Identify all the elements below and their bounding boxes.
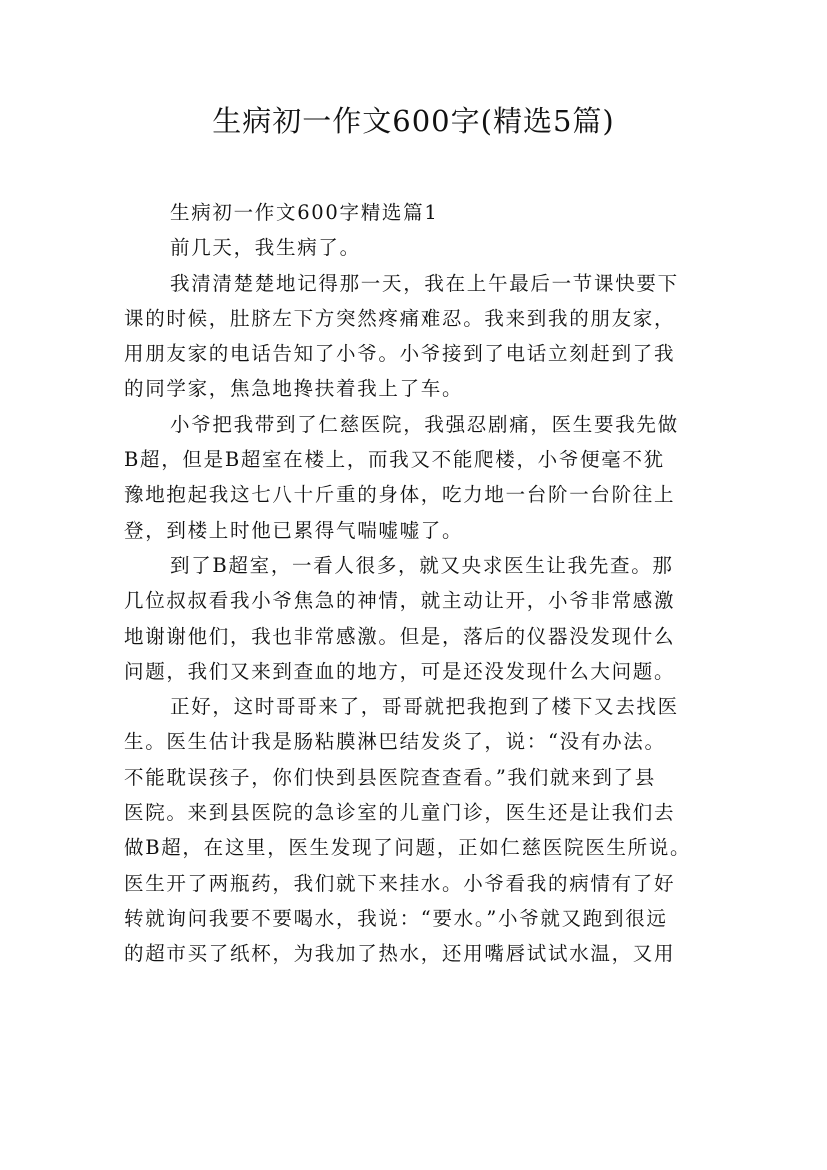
text-line: 转就询问我要不要喝水，我说：“要水。”小爷就又跑到很远 — [124, 906, 668, 930]
text-line: 课的时候，肚脐左下方突然疼痛难忍。我来到我的朋友家， — [124, 306, 676, 330]
text-line: 到了B超室，一看人很多，就又央求医生让我先查。那 — [170, 553, 674, 577]
text-line: 不能耽误孩子，你们快到县医院查查看。”我们就来到了县 — [124, 765, 656, 789]
text-line: 医院。来到县医院的急诊室的儿童门诊，医生还是让我们去 — [124, 801, 676, 825]
text-line: 用朋友家的电话告知了小爷。小爷接到了电话立刻赶到了我 — [124, 342, 676, 366]
text-line: 我清清楚楚地记得那一天，我在上午最后一节课快要下 — [170, 271, 679, 295]
text-line: 的超市买了纸杯，为我加了热水，还用嘴唇试试水温，又用 — [124, 942, 676, 966]
text-line: 医生开了两瓶药，我们就下来挂水。小爷看我的病情有了好 — [124, 871, 676, 895]
document-title: 生病初一作文600字(精选5篇) — [212, 104, 615, 138]
text-line: 几位叔叔看我小爷焦急的神情，就主动让开，小爷非常感激 — [124, 589, 676, 613]
text-line: 地谢谢他们，我也非常感激。但是，落后的仪器没发现什么 — [124, 624, 676, 648]
text-line: 问题，我们又来到查血的地方，可是还没发现什么大问题。 — [124, 659, 676, 683]
text-line: 豫地抱起我这七八十斤重的身体，吃力地一台阶一台阶往上 — [124, 483, 676, 507]
text-line: 登，到楼上时他已累得气喘嘘嘘了。 — [124, 518, 464, 542]
text-line: 生。医生估计我是肠粘膜淋巴结发炎了，说：“没有办法。 — [124, 730, 666, 754]
text-line: 做B超，在这里，医生发现了问题，正如仁慈医院医生所说。 — [124, 836, 692, 860]
text-line: 前几天，我生病了。 — [170, 236, 361, 260]
document-body — [124, 195, 710, 972]
text-line: 生病初一作文600字精选篇1 — [170, 201, 439, 224]
text-line: 正好，这时哥哥来了，哥哥就把我抱到了楼下又去找医 — [170, 695, 679, 719]
text-line: B超，但是B超室在楼上，而我又不能爬楼，小爷便毫不犹 — [124, 448, 665, 472]
text-line: 小爷把我带到了仁慈医院，我强忍剧痛，医生要我先做 — [170, 412, 679, 436]
text-line: 的同学家，焦急地搀扶着我上了车。 — [124, 377, 464, 401]
